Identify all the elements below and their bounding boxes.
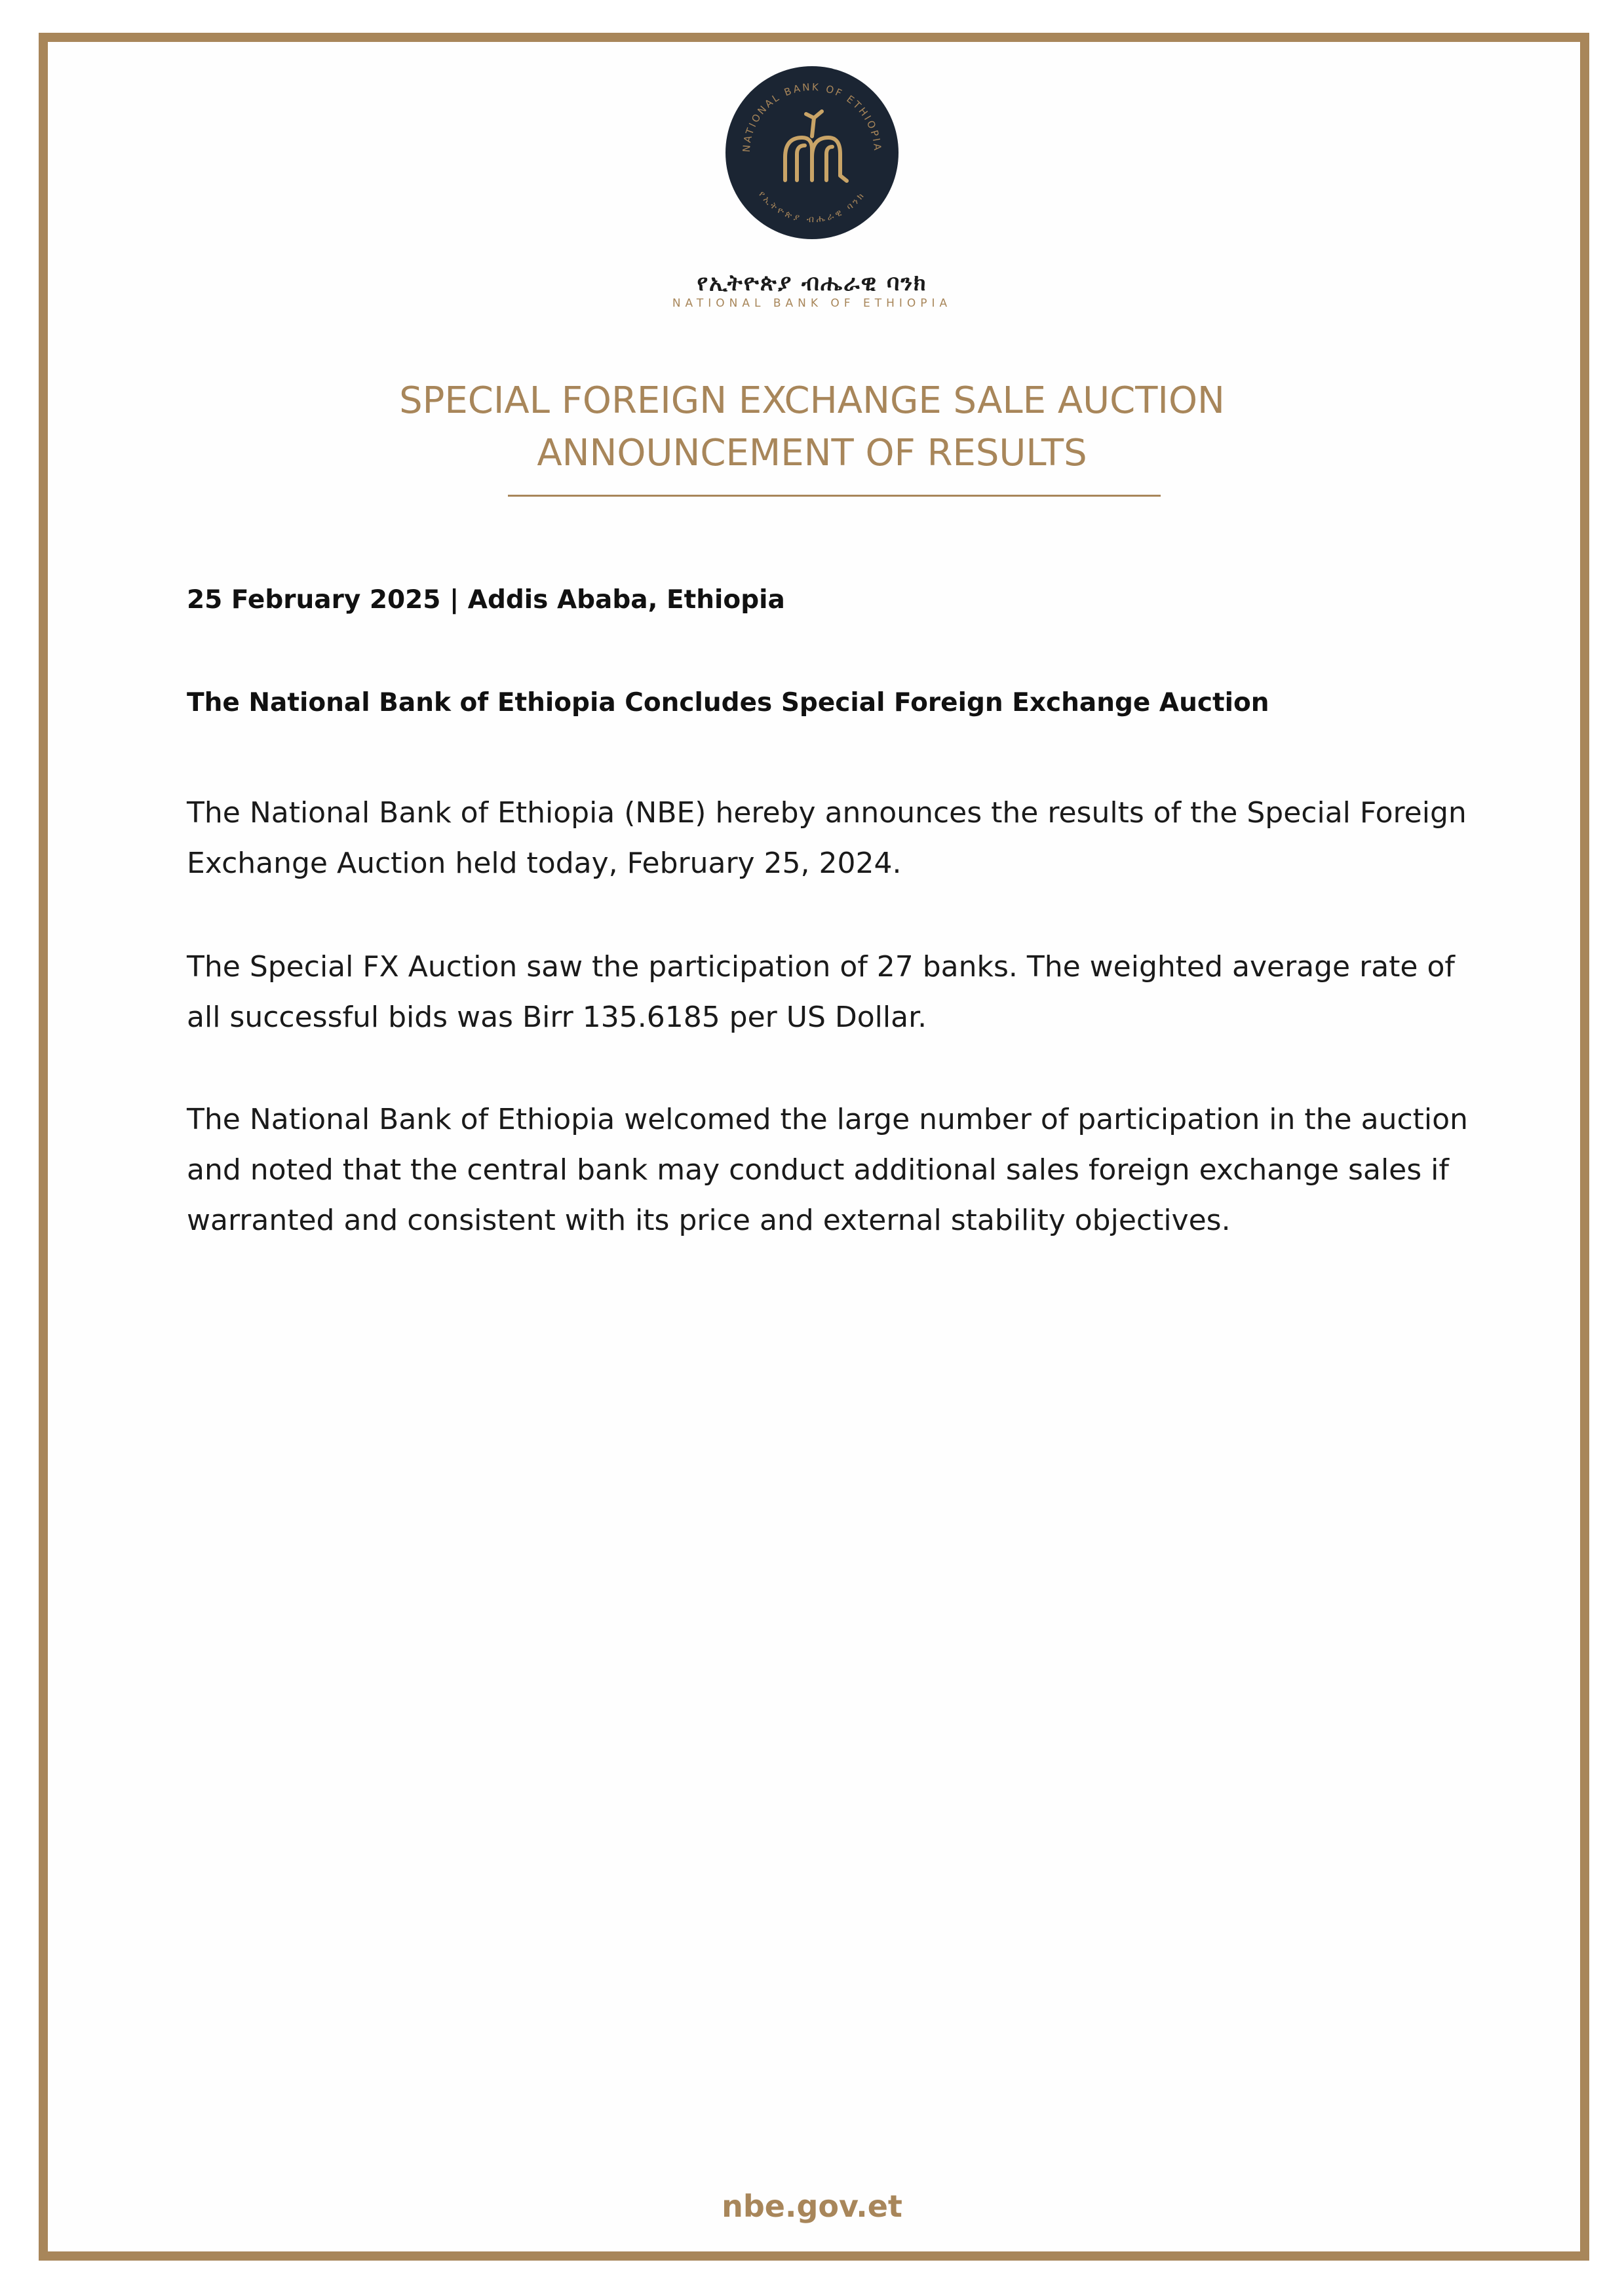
svg-text:የኢትዮጵያ ብሔራዊ ባንክ: የኢትዮጵያ ብሔራዊ ባንክ — [756, 189, 868, 225]
paragraph-2-line-1: The Special FX Auction saw the participation of 27 banks. The weighted average rate of — [187, 950, 1455, 984]
nbe-seal-icon — [725, 66, 899, 240]
paragraph-2 — [187, 942, 1455, 1043]
paragraph-2-line-2: all successful bids was Birr 135.6185 per US Dollar. — [187, 1001, 927, 1034]
title-line-2: ANNOUNCEMENT OF RESULTS — [537, 432, 1087, 474]
paragraph-3-line-1: The National Bank of Ethiopia welcomed the large number of participation in the auction — [187, 1103, 1468, 1136]
footer-website-link[interactable]: nbe.gov.et — [722, 2189, 902, 2224]
headline: The National Bank of Ethiopia Concludes Special Foreign Exchange Auction — [187, 688, 1269, 718]
svg-text:NATIONAL BANK OF ETHIOPIA: NATIONAL BANK OF ETHIOPIA — [740, 81, 884, 153]
logo-container — [0, 66, 1624, 240]
paragraph-3-line-3: warranted and consistent with its price and external stability objectives. — [187, 1204, 1231, 1237]
dateline: 25 February 2025 | Addis Ababa, Ethiopia — [187, 585, 785, 615]
paragraph-3 — [187, 1094, 1468, 1246]
paragraph-1-line-2: Exchange Auction held today, February 25, 2024. — [187, 847, 902, 880]
title-line-1: SPECIAL FOREIGN EXCHANGE SALE AUCTION — [399, 379, 1225, 422]
page-title — [0, 375, 1624, 480]
paragraph-1-line-1: The National Bank of Ethiopia (NBE) hereby announces the results of the Special Foreign — [187, 796, 1467, 830]
paragraph-3-line-2: and noted that the central bank may conduct additional sales foreign exchange sales if — [187, 1153, 1449, 1187]
paragraph-1 — [187, 788, 1467, 889]
title-underline — [508, 495, 1161, 497]
bank-name-english: NATIONAL BANK OF ETHIOPIA — [672, 297, 952, 310]
bank-name-amharic: የኢትዮጵያ ብሔራዊ ባንክ — [697, 270, 927, 296]
